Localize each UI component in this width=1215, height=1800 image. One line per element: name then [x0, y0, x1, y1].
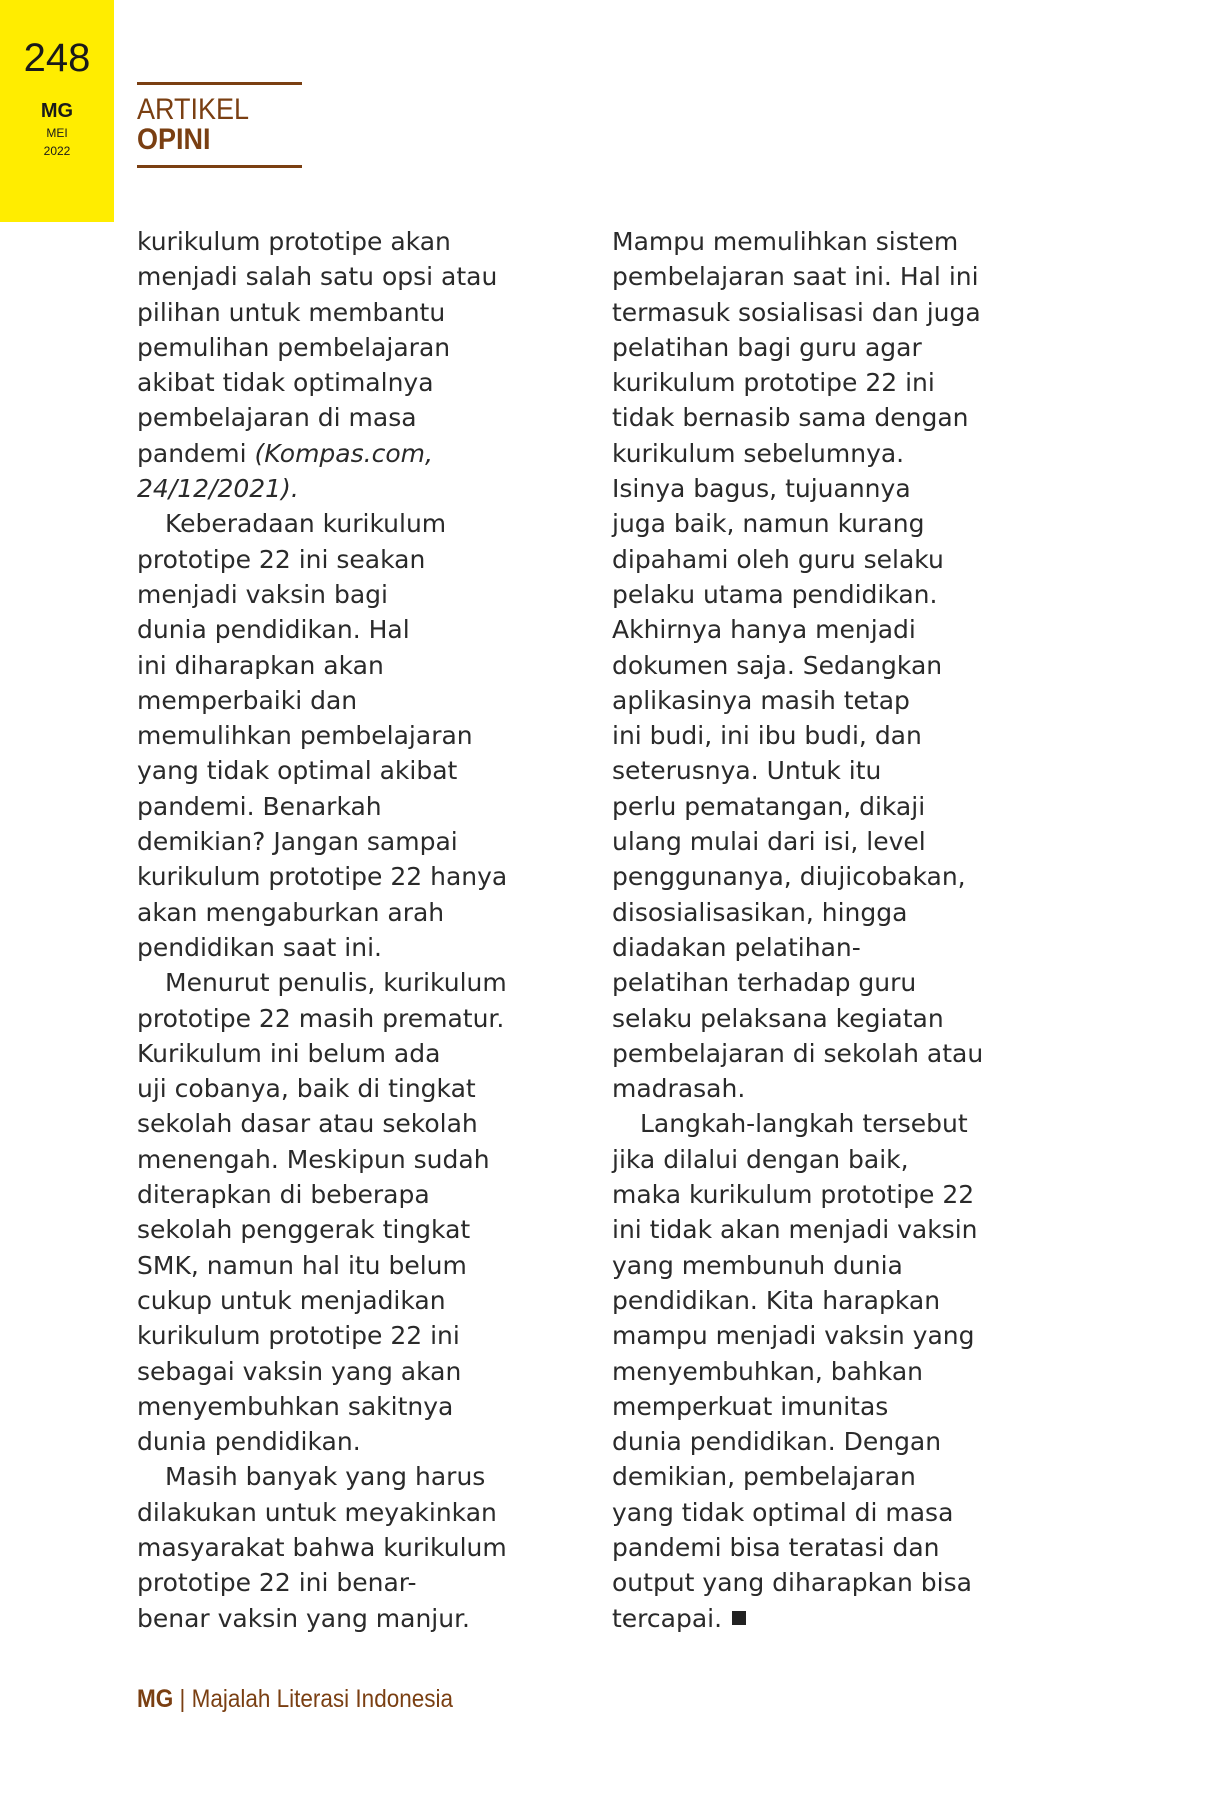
- text-line: Mampu memulihkan sistem: [612, 227, 959, 256]
- end-mark-icon: [732, 1611, 746, 1625]
- text-line: pembelajaran di masa: [137, 403, 417, 433]
- text-line: menengah. Meskipun sudah: [137, 1144, 490, 1174]
- text-line: pandemi bisa teratasi dan: [612, 1532, 940, 1562]
- text-segment: pandemi: [137, 438, 255, 468]
- text-line: yang tidak optimal di masa: [612, 1497, 954, 1527]
- issue-month: MEI: [46, 126, 68, 140]
- text-line: [137, 436, 587, 471]
- text-line: termasuk sosialisasi dan juga: [612, 297, 981, 327]
- text-line: mampu menjadi vaksin yang: [612, 1321, 975, 1351]
- footer-mg: MG: [137, 1685, 174, 1713]
- text-line: prototipe 22 ini seakan: [137, 544, 426, 574]
- text-line: demikian, pembelajaran: [612, 1462, 916, 1492]
- text-line: demikian? Jangan sampai: [137, 827, 458, 857]
- text-line: pembelajaran saat ini. Hal ini: [612, 262, 979, 292]
- citation-text: (Kompas.com,: [254, 438, 433, 468]
- text-line: selaku pelaksana kegiatan: [612, 1003, 944, 1033]
- text-line: akan mengaburkan arah: [137, 897, 445, 927]
- text-line: pendidikan. Kita harapkan: [612, 1285, 941, 1315]
- text-line: akibat tidak optimalnya: [137, 368, 434, 398]
- paragraph-start: Masih banyak yang harus: [165, 1462, 486, 1492]
- paragraph-start: Keberadaan kurikulum: [165, 509, 447, 539]
- text-line: benar vaksin yang manjur.: [137, 1603, 471, 1633]
- text-line: dunia pendidikan.: [137, 1427, 361, 1457]
- text-line: [612, 1601, 1062, 1636]
- text-line: disosialisasikan, hingga: [612, 897, 908, 927]
- text-line: pemulihan pembelajaran: [137, 332, 451, 362]
- text-line: ini diharapkan akan: [137, 650, 384, 680]
- text-line: sebagai vaksin yang akan: [137, 1356, 462, 1386]
- page-number: 248: [23, 36, 91, 80]
- text-line: masyarakat bahwa kurikulum: [137, 1532, 507, 1562]
- text-line: pilihan untuk membantu: [137, 297, 446, 327]
- text-line: ulang mulai dari isi, level: [612, 827, 926, 857]
- text-line: uji cobanya, baik di tingkat: [137, 1074, 476, 1104]
- text-line: dilakukan untuk meyakinkan: [137, 1497, 497, 1527]
- footer-separator: |: [173, 1685, 192, 1713]
- text-line: memperkuat imunitas: [612, 1391, 889, 1421]
- text-line: menjadi vaksin bagi: [137, 579, 388, 609]
- text-line: prototipe 22 ini benar-: [137, 1568, 417, 1598]
- text-line: madrasah.: [612, 1074, 746, 1104]
- text-line: sekolah dasar atau sekolah: [137, 1109, 478, 1139]
- text-line: pelaku utama pendidikan.: [612, 579, 938, 609]
- article-column-right: [612, 224, 1062, 1636]
- paragraph-start: Menurut penulis, kurikulum: [165, 968, 507, 998]
- text-line: kurikulum prototipe 22 ini: [612, 368, 935, 398]
- text-line: memulihkan pembelajaran: [137, 721, 473, 751]
- text-line: kurikulum prototipe 22 hanya: [137, 862, 508, 892]
- section-rule-bottom: [137, 165, 302, 168]
- page-tab: [0, 0, 114, 222]
- text-line: penggunanya, diujicobakan,: [612, 862, 966, 892]
- issue-year: 2022: [43, 144, 71, 158]
- text-line: dunia pendidikan. Hal: [137, 615, 410, 645]
- footer: [137, 1685, 453, 1714]
- text-line: Kurikulum ini belum ada: [137, 1038, 441, 1068]
- text-line: pendidikan saat ini.: [137, 932, 382, 962]
- text-line: cukup untuk menjadikan: [137, 1285, 446, 1315]
- text-line: yang membunuh dunia: [612, 1250, 903, 1280]
- text-line: dokumen saja. Sedangkan: [612, 650, 943, 680]
- footer-title: Majalah Literasi Indonesia: [191, 1685, 454, 1713]
- text-line: pelatihan bagi guru agar: [612, 332, 922, 362]
- text-line: jika dilalui dengan baik,: [612, 1144, 909, 1174]
- text-line: ini budi, ini ibu budi, dan: [612, 721, 922, 751]
- citation-text: 24/12/2021).: [137, 474, 299, 504]
- section-header: [137, 82, 302, 168]
- text-line: prototipe 22 masih prematur.: [137, 1003, 505, 1033]
- text-line: yang tidak optimal akibat: [137, 756, 458, 786]
- text-line: ini tidak akan menjadi vaksin: [612, 1215, 978, 1245]
- section-label: ARTIKEL: [137, 93, 250, 126]
- text-line: kurikulum prototipe akan: [137, 227, 451, 256]
- section-rule-top: [137, 82, 302, 85]
- text-line: juga baik, namun kurang: [612, 509, 925, 539]
- text-line: seterusnya. Untuk itu: [612, 756, 882, 786]
- section-category: OPINI: [137, 123, 211, 156]
- text-line: aplikasinya masih tetap: [612, 685, 910, 715]
- text-segment: tercapai.: [612, 1603, 723, 1633]
- text-line: diterapkan di beberapa: [137, 1180, 430, 1210]
- paragraph-start: Langkah-langkah tersebut: [640, 1109, 968, 1139]
- text-line: pelatihan terhadap guru: [612, 968, 917, 998]
- text-line: Akhirnya hanya menjadi: [612, 615, 916, 645]
- text-line: menyembuhkan sakitnya: [137, 1391, 454, 1421]
- text-line: maka kurikulum prototipe 22: [612, 1180, 975, 1210]
- text-line: menjadi salah satu opsi atau: [137, 262, 498, 292]
- text-line: sekolah penggerak tingkat: [137, 1215, 471, 1245]
- text-line: kurikulum prototipe 22 ini: [137, 1321, 460, 1351]
- text-line: SMK, namun hal itu belum: [137, 1250, 467, 1280]
- text-line: memperbaiki dan: [137, 685, 358, 715]
- text-line: dipahami oleh guru selaku: [612, 544, 944, 574]
- article-column-left: [137, 224, 587, 1636]
- text-line: output yang diharapkan bisa: [612, 1568, 972, 1598]
- text-line: menyembuhkan, bahkan: [612, 1356, 923, 1386]
- text-line: pandemi. Benarkah: [137, 791, 382, 821]
- text-line: diadakan pelatihan-: [612, 932, 861, 962]
- magazine-code: MG: [40, 100, 74, 122]
- text-line: [137, 471, 587, 506]
- text-line: perlu pematangan, dikaji: [612, 791, 926, 821]
- text-line: Isinya bagus, tujuannya: [612, 474, 911, 504]
- text-line: dunia pendidikan. Dengan: [612, 1427, 942, 1457]
- text-line: pembelajaran di sekolah atau: [612, 1038, 984, 1068]
- text-line: kurikulum sebelumnya.: [612, 438, 905, 468]
- text-line: tidak bernasib sama dengan: [612, 403, 969, 433]
